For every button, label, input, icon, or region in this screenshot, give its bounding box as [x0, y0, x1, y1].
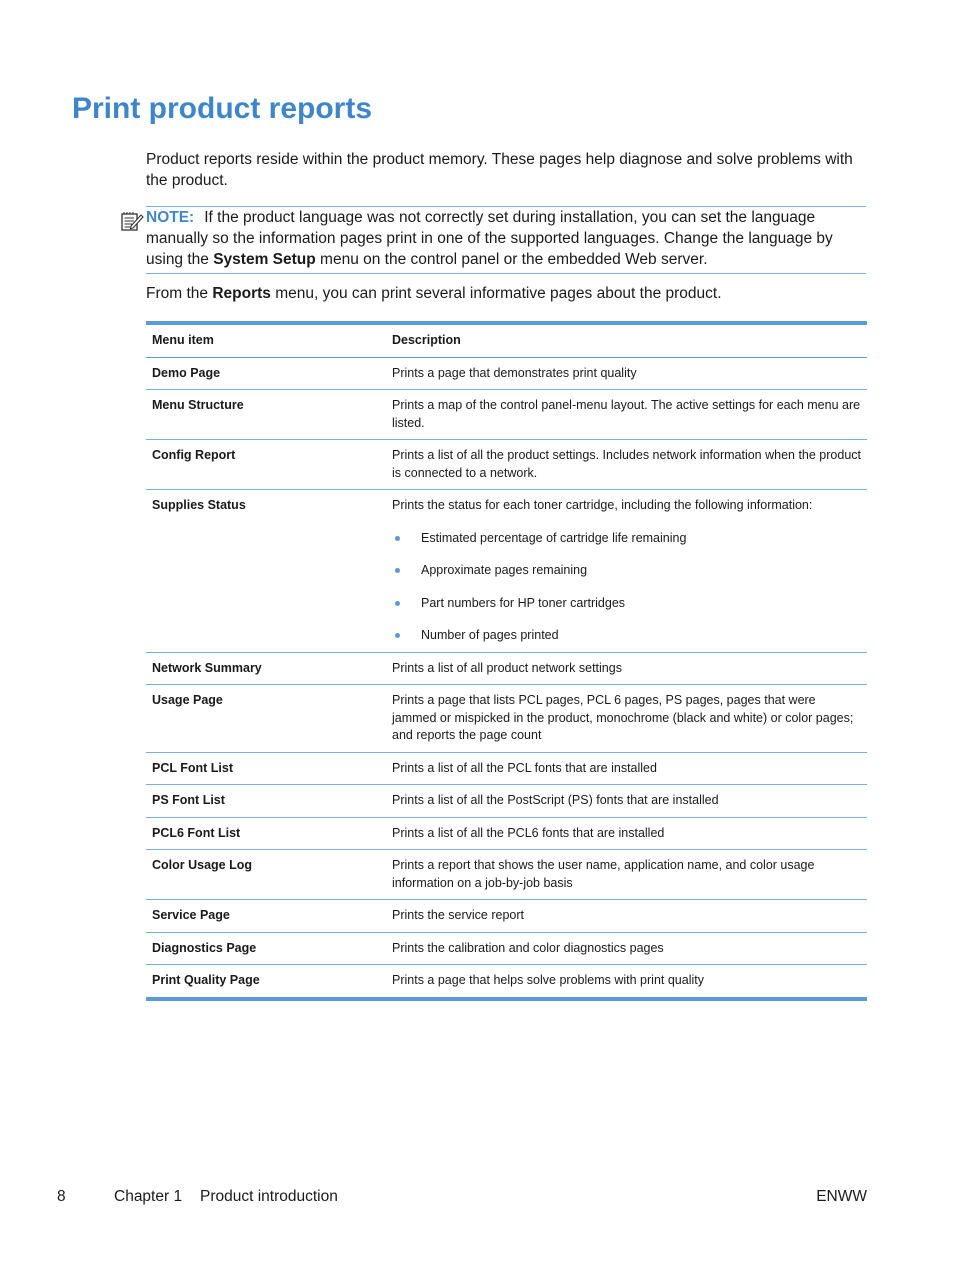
- header-menu-item: Menu item: [146, 325, 386, 357]
- row-item: Config Report: [146, 440, 386, 490]
- row-item: Usage Page: [146, 685, 386, 753]
- row-item: Network Summary: [146, 652, 386, 685]
- table-row: [146, 490, 867, 653]
- chapter-label: Chapter 1: [114, 1188, 183, 1205]
- row-item: PCL Font List: [146, 752, 386, 785]
- list-item: [392, 595, 861, 613]
- reports-bold: Reports: [212, 285, 271, 302]
- note-label: NOTE:: [146, 209, 195, 226]
- header-description: Description: [386, 325, 867, 357]
- row-item: Demo Page: [146, 357, 386, 390]
- table-row: [146, 440, 867, 490]
- page-footer: [57, 1188, 867, 1210]
- list-item-text: Estimated percentage of cartridge life remaining: [421, 530, 687, 545]
- footer-brand: ENWW: [816, 1188, 867, 1205]
- note-icon: [120, 209, 144, 233]
- row-description: Prints a page that lists PCL pages, PCL 6 pages, PS pages, pages that were jammed or mispicked in the product, monochrome (black and white) or color pages; and reports the page count: [386, 685, 867, 753]
- row-description: Prints a list of all the PCL fonts that are installed: [386, 752, 867, 785]
- row-item: Menu Structure: [146, 390, 386, 440]
- intro-paragraph: Product reports reside within the product memory. These pages help diagnose and solve problems with the product.: [146, 151, 853, 189]
- row-description: Prints a page that helps solve problems with print quality: [392, 973, 704, 987]
- row-description: Prints a map of the control panel-menu layout. The active settings for each menu are listed.: [386, 390, 867, 440]
- row-description: Prints a list of all the PostScript (PS) fonts that are installed: [386, 785, 867, 818]
- reports-text-before: From the: [146, 285, 213, 302]
- table-row: [146, 965, 867, 997]
- bullet-icon: [395, 633, 400, 638]
- table-row: [146, 932, 867, 965]
- table-row: [146, 652, 867, 685]
- table-row: [146, 390, 867, 440]
- table-row: [146, 785, 867, 818]
- page-number: 8: [57, 1188, 66, 1205]
- table-row: [146, 900, 867, 933]
- table-row: [146, 685, 867, 753]
- note-text-after: menu on the control panel or the embedded Web server.: [315, 251, 708, 268]
- row-item: Supplies Status: [146, 490, 386, 653]
- row-description-text: Prints the status for each toner cartridge, including the following information:: [392, 498, 813, 512]
- row-description: Prints a list of all the product settings. Includes network information when the product is connected to a network.: [386, 440, 867, 490]
- note-text-before: If the product language was not correctly set during installation, you can set the language manually so the information pages print in one of the supported languages. Change the language by using the: [146, 209, 833, 268]
- table-header-row: [146, 325, 867, 357]
- note-box: [146, 206, 866, 274]
- list-item-text: Part numbers for HP toner cartridges: [421, 595, 626, 610]
- reports-paragraph: [146, 283, 866, 304]
- row-description: Prints a list of all the PCL6 fonts that are installed: [386, 817, 867, 850]
- chapter-title: Product introduction: [200, 1188, 338, 1205]
- row-description: [386, 490, 867, 653]
- list-item-text: Number of pages printed: [421, 628, 559, 642]
- list-item: [392, 627, 861, 645]
- table-row: [146, 357, 867, 390]
- list-item-text: Approximate pages remaining: [421, 563, 588, 577]
- row-item: Color Usage Log: [146, 850, 386, 900]
- row-description: Prints the calibration and color diagnostics pages: [386, 932, 867, 965]
- row-description: Prints the service report: [386, 900, 867, 933]
- page-title: Print product reports: [72, 92, 373, 125]
- row-item: PS Font List: [146, 785, 386, 818]
- table-row: [146, 850, 867, 900]
- row-item: PCL6 Font List: [146, 817, 386, 850]
- supplies-bullet-list: [392, 530, 861, 645]
- list-item: [392, 562, 861, 580]
- table-row: [146, 752, 867, 785]
- bullet-icon: [395, 536, 400, 541]
- row-item: Service Page: [146, 900, 386, 933]
- table-row: [146, 817, 867, 850]
- row-item: Print Quality Page: [152, 973, 260, 987]
- reports-text-after: menu, you can print several informative pages about the product.: [270, 285, 722, 302]
- bullet-icon: [395, 601, 400, 606]
- row-description: Prints a report that shows the user name, application name, and color usage information on a job-by-job basis: [386, 850, 867, 900]
- row-description: Prints a page that demonstrates print quality: [386, 357, 867, 390]
- bullet-icon: [395, 568, 400, 573]
- row-description: Prints a list of all product network settings: [386, 652, 867, 685]
- list-item: [392, 530, 861, 548]
- reports-table: [146, 321, 867, 1001]
- row-item: Diagnostics Page: [146, 932, 386, 965]
- note-bold-system-setup: System Setup: [213, 251, 316, 268]
